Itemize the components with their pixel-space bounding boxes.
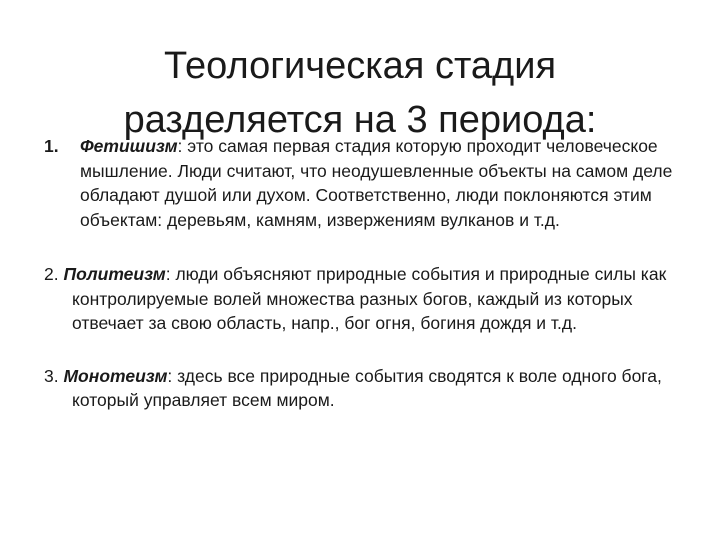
- list-item-fetishism: [36, 134, 696, 232]
- item-text: : люди объясняют природные события и природные силы как контролируемые волей множества разных богов, каждый из которых отвечает за свою область, напр., бог огня, богиня дождя и т.д.: [72, 264, 667, 333]
- list-item-monotheism: [36, 364, 696, 413]
- item-text: : здесь все природные события сводятся к воле одного бога, который управляет всем миром.: [72, 365, 662, 410]
- term-fetishism: Фетишизм: [80, 136, 178, 156]
- list-item-number: 1.: [44, 136, 59, 156]
- list-item-number: 3.: [44, 365, 59, 386]
- slide-body: [36, 134, 696, 413]
- slide-title: [40, 39, 680, 147]
- title-line-2: разделяется на 3 периода:: [123, 99, 597, 142]
- term-monotheism: Монотеизм: [63, 365, 168, 386]
- list-item-polytheism: [36, 262, 696, 336]
- item-text: : это самая первая стадия которую проходит человеческое мышление. Люди считают, что неодушевленные объекты на самом деле обладают душой или духом. Соответственно, люди поклоняются этим объектам: деревьям, камням, извержениям вулканов и т.д.: [80, 136, 673, 230]
- title-line-1: Теологическая стадия: [163, 45, 557, 88]
- term-polytheism: Политеизм: [63, 264, 166, 284]
- list-item-number: 2.: [44, 264, 59, 284]
